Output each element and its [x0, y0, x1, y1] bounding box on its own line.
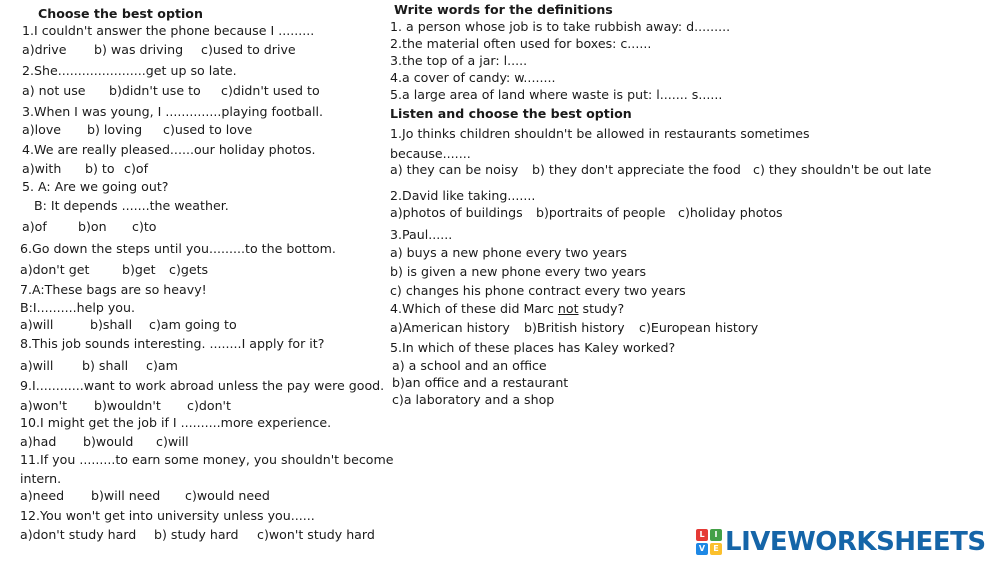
listen-option-3b[interactable]: b) is given a new phone every two years [390, 264, 647, 279]
option[interactable]: b) was driving [94, 42, 184, 57]
option[interactable]: a)love [22, 122, 62, 137]
option[interactable]: c)gets [169, 262, 209, 277]
option[interactable]: a)don't study hard [20, 527, 137, 542]
option[interactable]: a) not use [22, 83, 86, 98]
option[interactable]: a)need [20, 488, 65, 503]
option[interactable]: c)of [124, 161, 149, 176]
question-9: 9.I............want to work abroad unless the pay were good. [20, 378, 385, 393]
option[interactable]: b) to [85, 161, 115, 176]
option[interactable]: a) they can be noisy [390, 162, 519, 177]
listen-options-1 [390, 162, 931, 177]
option[interactable]: c)would need [185, 488, 270, 503]
option[interactable]: a)with [22, 161, 62, 176]
question-8: 8.This job sounds interesting. ........I apply for it? [20, 336, 325, 351]
listen-question-5: 5.In which of these places has Kaley worked? [390, 340, 676, 355]
options-9 [20, 398, 231, 413]
option[interactable]: c)will [156, 434, 189, 449]
options-12 [20, 527, 375, 542]
listen-options-2 [390, 205, 783, 220]
option[interactable]: b)didn't use to [109, 83, 201, 98]
listen-question-3: 3.Paul...... [390, 227, 453, 242]
brand-grid-icon: L I V E [696, 529, 722, 555]
listen-options-4 [390, 320, 758, 335]
option[interactable]: b) loving [87, 122, 143, 137]
question-11a: 11.If you .........to earn some money, you shouldn't become [20, 452, 394, 467]
listen-option-5c[interactable]: c)a laboratory and a shop [392, 392, 555, 407]
option[interactable]: a)will [20, 317, 54, 332]
option[interactable]: a)had [20, 434, 57, 449]
listen-option-5b[interactable]: b)an office and a restaurant [392, 375, 569, 390]
option[interactable]: c)am [146, 358, 178, 373]
option[interactable]: a)will [20, 358, 54, 373]
option[interactable]: b)get [122, 262, 156, 277]
question-12: 12.You won't get into university unless you...... [20, 508, 315, 523]
options-10 [20, 434, 189, 449]
question-1: 1.I couldn't answer the phone because I ......... [22, 23, 315, 38]
option[interactable]: c)European history [639, 320, 759, 335]
options-5 [22, 219, 157, 234]
options-3 [22, 122, 252, 137]
option[interactable]: a)won't [20, 398, 68, 413]
options-8 [20, 358, 178, 373]
option[interactable]: a)American history [390, 320, 510, 335]
option[interactable]: b)would [83, 434, 134, 449]
definition-5: 5.a large area of land where waste is put: l....... s...... [390, 87, 723, 102]
listen-question-4: 4.Which of these did Marc not study? [390, 301, 625, 316]
option[interactable]: c)won't study hard [257, 527, 375, 542]
option[interactable]: a)of [22, 219, 47, 234]
option[interactable]: b)on [78, 219, 107, 234]
listen-question-1a: 1.Jo thinks children shouldn't be allowed in restaurants sometimes [390, 126, 810, 141]
option[interactable]: b)shall [90, 317, 133, 332]
question-7a: 7.A:These bags are so heavy! [20, 282, 207, 297]
question-5b: B: It depends .......the weather. [34, 198, 229, 213]
question-3: 3.When I was young, I ..............playing football. [22, 104, 324, 119]
question-5a: 5. A: Are we going out? [22, 179, 169, 194]
brand-text: LIVEWORKSHEETS [725, 527, 986, 557]
definition-1: 1. a person whose job is to take rubbish away: d......... [390, 19, 731, 34]
option[interactable]: c)don't [187, 398, 231, 413]
question-4: 4.We are really pleased......our holiday photos. [22, 142, 316, 157]
option[interactable]: a)drive [22, 42, 67, 57]
question-10: 10.I might get the job if I ..........more experience. [20, 415, 332, 430]
option[interactable]: b) they don't appreciate the food [532, 162, 741, 177]
listen-option-3a[interactable]: a) buys a new phone every two years [390, 245, 627, 260]
definition-2: 2.the material often used for boxes: c...... [390, 36, 652, 51]
listen-option-5a[interactable]: a) a school and an office [392, 358, 547, 373]
right-heading-listen: Listen and choose the best option [390, 106, 632, 121]
options-7 [20, 317, 237, 332]
option[interactable]: b) shall [82, 358, 129, 373]
option[interactable]: b) study hard [154, 527, 239, 542]
option[interactable]: b)wouldn't [94, 398, 161, 413]
option[interactable]: c)to [132, 219, 157, 234]
question-7b: B:I..........help you. [20, 300, 135, 315]
options-1 [22, 42, 296, 57]
listen-question-2: 2.David like taking....... [390, 188, 536, 203]
option[interactable]: b)British history [524, 320, 625, 335]
listen-option-3c[interactable]: c) changes his phone contract every two years [390, 283, 686, 298]
question-2: 2.She......................get up so late. [22, 63, 237, 78]
option[interactable]: b)portraits of people [536, 205, 666, 220]
option[interactable]: c)used to drive [201, 42, 296, 57]
option[interactable]: c)used to love [163, 122, 253, 137]
definition-3: 3.the top of a jar: l..... [390, 53, 528, 68]
definition-4: 4.a cover of candy: w........ [390, 70, 556, 85]
option[interactable]: c)am going to [149, 317, 237, 332]
option[interactable]: c)didn't used to [221, 83, 320, 98]
question-11b: intern. [20, 471, 62, 486]
right-heading-definitions: Write words for the definitions [394, 2, 613, 17]
options-4 [22, 161, 148, 176]
option[interactable]: c)holiday photos [678, 205, 783, 220]
option[interactable]: a)photos of buildings [390, 205, 523, 220]
options-11 [20, 488, 270, 503]
option[interactable]: b)will need [91, 488, 161, 503]
options-2 [22, 83, 320, 98]
option[interactable]: c) they shouldn't be out late [753, 162, 932, 177]
emphasis-not: not [557, 301, 579, 316]
liveworksheets-logo [696, 527, 986, 557]
options-6 [20, 262, 208, 277]
listen-question-1b: because....... [390, 146, 471, 161]
option[interactable]: a)don't get [20, 262, 90, 277]
question-6: 6.Go down the steps until you.........to the bottom. [20, 241, 336, 256]
left-heading: Choose the best option [38, 6, 203, 21]
